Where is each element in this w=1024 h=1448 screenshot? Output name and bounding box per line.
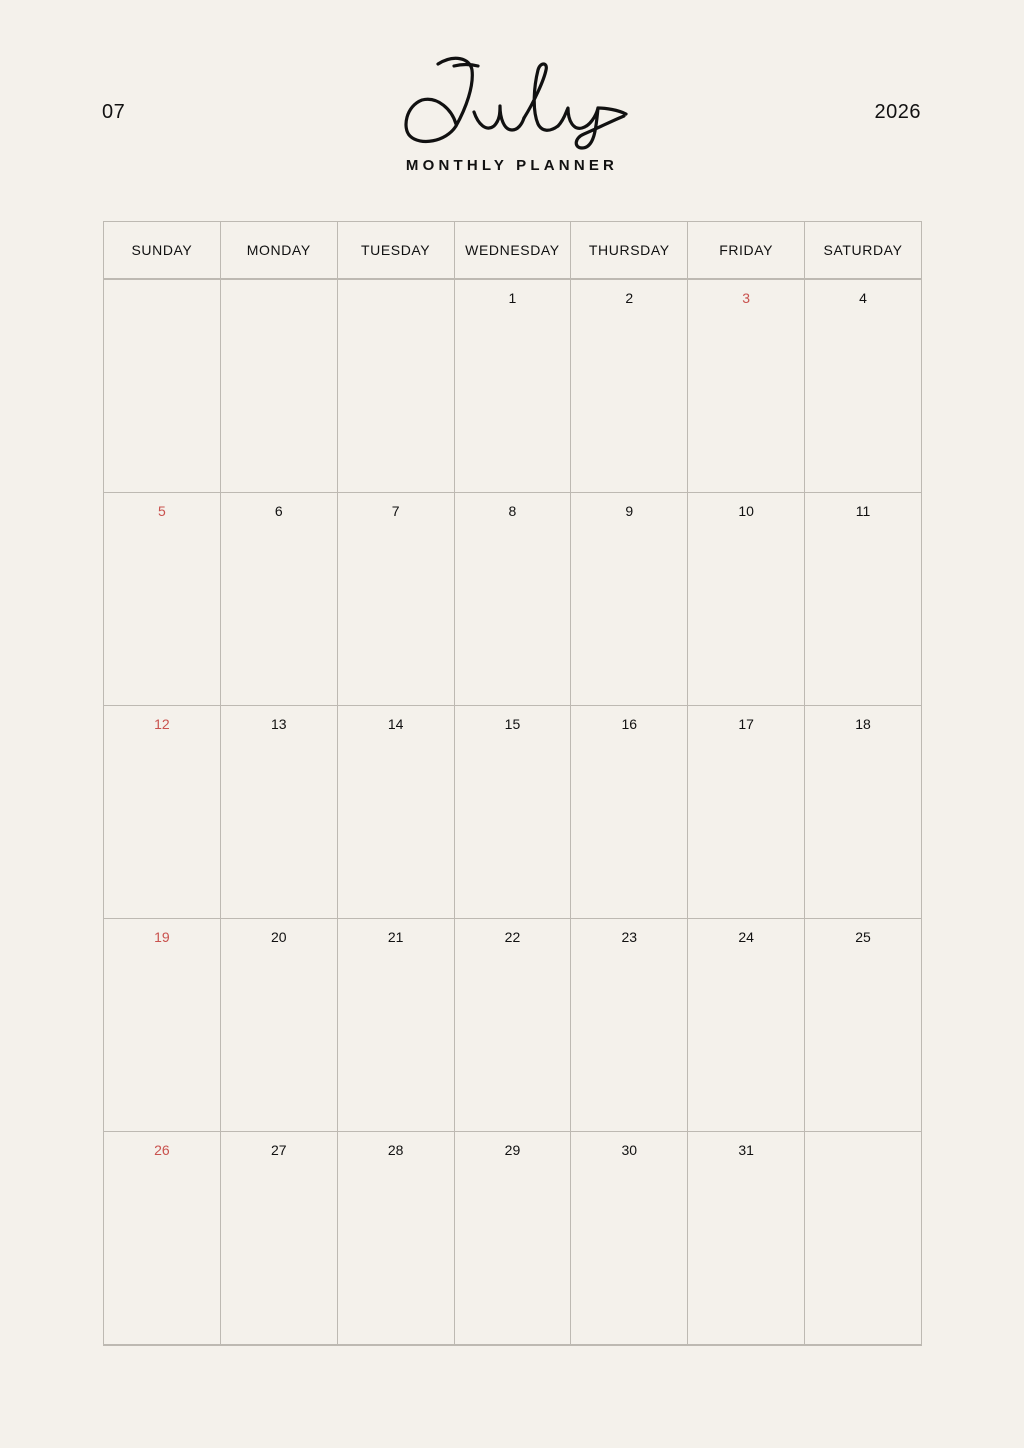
calendar-day-cell — [104, 493, 221, 706]
day-number: 19 — [154, 929, 170, 945]
calendar-day-cell — [688, 706, 805, 919]
calendar-day-cell — [337, 1132, 454, 1346]
calendar-day-cell — [454, 279, 571, 493]
weekday-header: WEDNESDAY — [454, 222, 571, 280]
day-number: 2 — [625, 290, 634, 306]
calendar-day-cell — [104, 1132, 221, 1346]
calendar-day-cell — [805, 279, 922, 493]
day-number: 23 — [621, 929, 638, 945]
calendar-day-cell — [805, 493, 922, 706]
calendar-grid — [103, 221, 922, 1346]
day-number: 30 — [621, 1142, 638, 1158]
calendar-day-cell — [454, 1132, 571, 1346]
weekday-header: TUESDAY — [337, 222, 454, 280]
day-number: 17 — [738, 716, 754, 732]
day-number: 13 — [270, 716, 287, 732]
calendar-empty-cell — [220, 279, 337, 493]
calendar-day-cell — [571, 919, 688, 1132]
day-number: 16 — [621, 716, 638, 732]
calendar-day-cell — [337, 919, 454, 1132]
calendar-day-cell — [571, 1132, 688, 1346]
day-number: 22 — [504, 929, 521, 945]
calendar-day-cell — [220, 919, 337, 1132]
day-number: 15 — [504, 716, 521, 732]
calendar-week-row — [104, 279, 922, 493]
calendar-day-cell — [454, 706, 571, 919]
day-number: 27 — [270, 1142, 287, 1158]
weekday-header: SUNDAY — [104, 222, 221, 280]
day-number: 24 — [738, 929, 754, 945]
day-number: 8 — [508, 503, 517, 519]
month-number: 07 — [102, 101, 126, 123]
calendar-week-row — [104, 493, 922, 706]
month-name — [362, 40, 662, 150]
calendar-week-row — [104, 1132, 922, 1346]
title-block — [362, 40, 662, 185]
weekday-header: THURSDAY — [571, 222, 688, 280]
weekday-header: FRIDAY — [688, 222, 805, 280]
calendar-day-cell — [688, 919, 805, 1132]
day-number: 6 — [274, 503, 283, 519]
calendar-day-cell — [104, 919, 221, 1132]
calendar-week-row — [104, 919, 922, 1132]
calendar-day-cell — [571, 706, 688, 919]
day-number: 29 — [504, 1142, 521, 1158]
weekday-header: MONDAY — [220, 222, 337, 280]
calendar-empty-cell — [337, 279, 454, 493]
year: 2026 — [874, 101, 921, 123]
calendar-day-cell — [337, 706, 454, 919]
calendar-empty-cell — [805, 1132, 922, 1346]
weekday-header: SATURDAY — [805, 222, 922, 280]
calendar-day-cell — [805, 706, 922, 919]
calendar-day-cell — [454, 493, 571, 706]
calendar-day-cell — [220, 706, 337, 919]
calendar-day-cell — [220, 1132, 337, 1346]
calendar-day-cell — [571, 493, 688, 706]
day-number: 3 — [742, 290, 751, 306]
day-number: 21 — [387, 929, 404, 945]
calendar-empty-cell — [104, 279, 221, 493]
day-number: 5 — [158, 503, 166, 519]
day-number: 4 — [859, 290, 867, 306]
day-number: 1 — [508, 290, 517, 306]
calendar-day-cell — [220, 493, 337, 706]
calendar-day-cell — [454, 919, 571, 1132]
day-number: 9 — [625, 503, 634, 519]
calendar-day-cell — [688, 279, 805, 493]
weekday-header-row — [104, 222, 922, 280]
calendar-day-cell — [571, 279, 688, 493]
calendar-body — [104, 279, 922, 1345]
calendar-day-cell — [805, 919, 922, 1132]
day-number: 31 — [738, 1142, 754, 1158]
calendar-day-cell — [104, 706, 221, 919]
calendar-day-cell — [688, 1132, 805, 1346]
day-number: 20 — [270, 929, 287, 945]
calendar-day-cell — [688, 493, 805, 706]
planner-subtitle: MONTHLY PLANNER — [405, 157, 619, 174]
calendar-week-row — [104, 706, 922, 919]
day-number: 28 — [387, 1142, 404, 1158]
day-number: 11 — [855, 503, 871, 519]
day-number: 7 — [391, 503, 400, 519]
calendar-day-cell — [337, 493, 454, 706]
day-number: 25 — [855, 929, 871, 945]
day-number: 14 — [387, 716, 404, 732]
day-number: 18 — [855, 716, 871, 732]
day-number: 12 — [154, 716, 170, 732]
day-number: 26 — [154, 1142, 170, 1158]
day-number: 10 — [738, 503, 754, 519]
